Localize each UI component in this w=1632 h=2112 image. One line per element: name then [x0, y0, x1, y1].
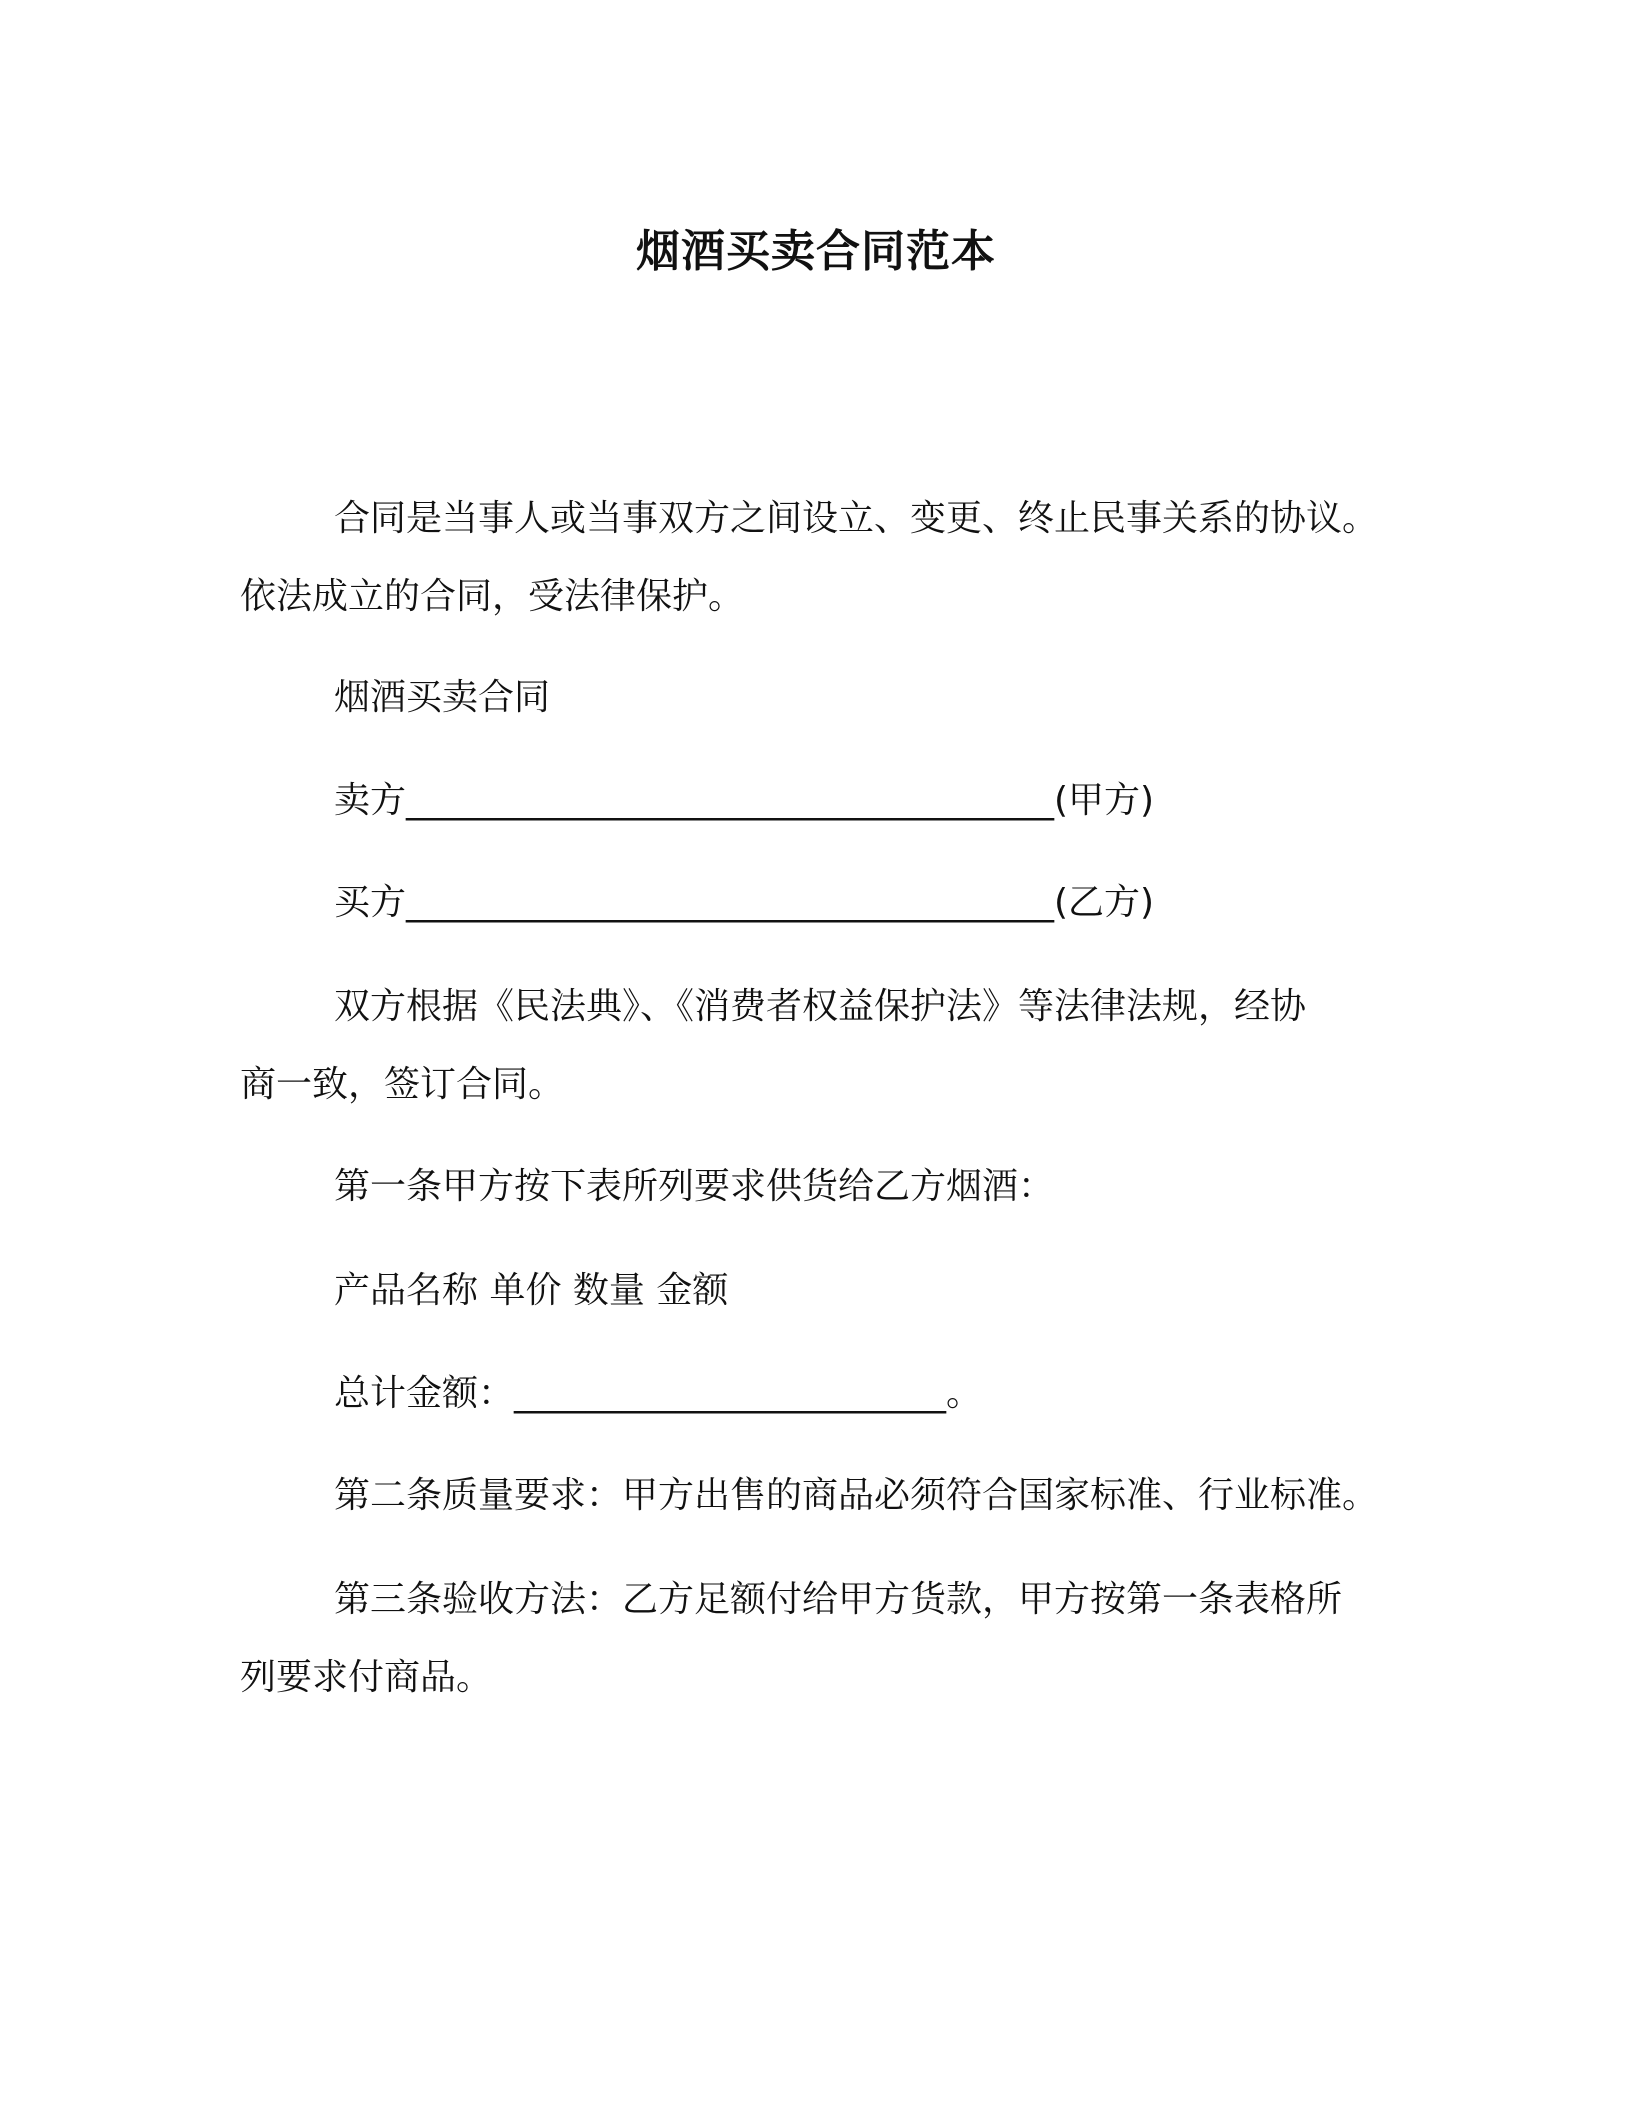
paragraph-line: 第三条验收方法：乙方足额付给甲方货款，甲方按第一条表格所	[334, 1579, 1343, 1620]
buyer-field	[240, 864, 1416, 942]
paragraph-line: 列要求付商品。	[240, 1657, 493, 1698]
paragraph-intro	[240, 480, 1416, 636]
seller-field	[240, 762, 1416, 840]
paragraph-line: 烟酒买卖合同	[334, 677, 551, 718]
contract-heading	[240, 659, 1416, 737]
article-3	[240, 1561, 1416, 1717]
document-title: 烟酒买卖合同范本	[636, 226, 996, 277]
paragraph-basis	[240, 968, 1416, 1124]
product-table-header	[240, 1252, 1416, 1330]
paragraph-line: 第一条甲方按下表所列要求供货给乙方烟酒：	[334, 1166, 1055, 1207]
paragraph-line: 商一致，签订合同。	[240, 1064, 565, 1105]
paragraph-line: 合同是当事人或当事双方之间设立、变更、终止民事关系的协议。	[334, 498, 1379, 539]
paragraph-line: 双方根据《民法典》、《消费者权益保护法》等法律法规，经协	[334, 986, 1307, 1027]
paragraph-line: 第二条质量要求：甲方出售的商品必须符合国家标准、行业标准。	[334, 1475, 1379, 1516]
paragraph-line: 依法成立的合同，受法律保护。	[240, 576, 745, 617]
paragraph-line: 总计金额：________________________。	[334, 1373, 983, 1414]
paragraph-line: 卖方____________________________________(甲方)	[334, 780, 1155, 821]
total-amount-field	[240, 1355, 1416, 1433]
article-1	[240, 1148, 1416, 1226]
article-2	[240, 1457, 1416, 1535]
paragraph-line: 买方____________________________________(乙方)	[334, 882, 1155, 923]
paragraph-line: 产品名称 单价 数量 金额	[334, 1270, 729, 1311]
